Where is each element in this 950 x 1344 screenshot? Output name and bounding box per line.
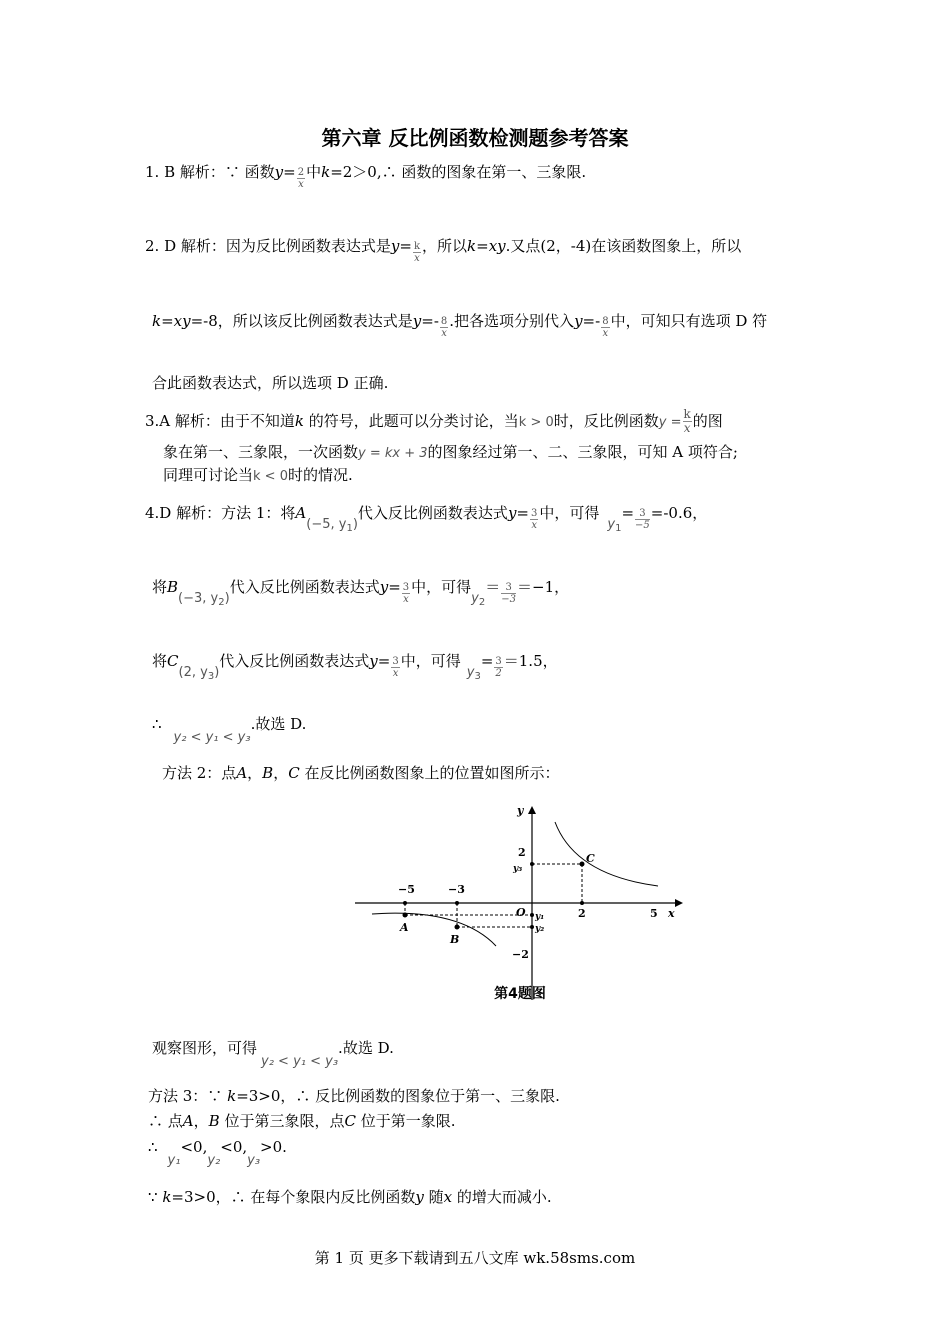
q4-m3-y1: y₁ — [167, 1153, 181, 1168]
q2-text-g: 中，可知只有选项 D 符 — [610, 312, 768, 330]
q4-text-b: 代入反比例函数表达式 — [357, 504, 508, 522]
q2-eq2: =- — [421, 312, 439, 330]
curve-first-quadrant — [555, 822, 658, 886]
q4-num-c: 3 — [392, 656, 399, 667]
q4-y3: y — [466, 665, 475, 680]
tick-dot-neg3 — [455, 901, 459, 905]
tick-dot-neg5 — [403, 901, 407, 905]
q4-eq-b: = — [388, 578, 401, 596]
answer-4-conclusion-1 — [152, 714, 306, 748]
q4-text-i: 中，可得 — [400, 652, 461, 670]
q4-fraction-b — [402, 582, 410, 605]
q4-fraction-a-val — [635, 508, 650, 531]
q4-y3-label — [467, 665, 481, 680]
q4-m3-y3: y₃ — [247, 1153, 261, 1168]
q4-inequality-2: y₂ < y₁ < y₃ — [261, 1054, 339, 1069]
q4-text-e: 代入反比例函数表达式 — [229, 578, 380, 596]
q4-point-b-label: B — [167, 578, 179, 596]
q4-y2-label — [471, 591, 485, 606]
answer-4-line-3 — [152, 651, 558, 687]
q1-text: 1. B 解析：∵ 函数 — [145, 163, 275, 181]
q4-inequality: y₂ < y₁ < y₃ — [173, 730, 251, 745]
q1-var-k: k — [321, 163, 331, 181]
q2-den2: x — [441, 328, 447, 339]
q4-fnum3: 3 — [495, 656, 502, 667]
figure-caption: 第4题图 — [494, 986, 546, 1002]
q4-m2-sep1: ， — [247, 764, 263, 782]
origin-label: O — [516, 906, 526, 919]
q3-func-den: x — [683, 421, 691, 435]
answer-1 — [145, 162, 586, 190]
q4-fnum2: 3 — [501, 582, 516, 594]
q4-var-y: y — [507, 504, 517, 522]
q4-point-a-sub: 1 — [346, 523, 353, 534]
q3-cond-positive: k > 0 — [518, 415, 554, 430]
answer-4-method-3-line-4 — [148, 1187, 552, 1207]
q2-text: 2. D 解析：因为反比例函数表达式是 — [145, 237, 391, 255]
q4-m3-k2: k — [162, 1188, 172, 1206]
q4-point-c-coords: (2, y — [178, 665, 208, 680]
q1-den: x — [298, 179, 304, 190]
q2-eq: = — [399, 237, 412, 255]
q4-fraction-c-val — [494, 656, 502, 679]
q4-den-b: x — [403, 594, 409, 605]
q4-m3-y: y — [415, 1188, 424, 1206]
q4-m3-because: ∵ — [148, 1188, 163, 1206]
point-c — [580, 862, 585, 867]
q4-m3-a: A — [182, 1112, 194, 1130]
q4-fden1: −5 — [635, 520, 650, 531]
q3-var-k: k — [294, 412, 305, 430]
q4-den-a: x — [531, 520, 537, 531]
q4-m2-a: A — [236, 764, 248, 782]
q2-num: k — [413, 241, 421, 252]
q4-num-b: 3 — [402, 582, 410, 593]
y-tick-y1: y₁ — [535, 912, 545, 922]
q4-point-b-sub: 2 — [218, 597, 225, 608]
q4-fraction-c — [391, 656, 399, 679]
q4-text-h: 代入反比例函数表达式 — [219, 652, 370, 670]
q4-fraction-b-val — [501, 582, 516, 605]
q2-num3: 8 — [602, 316, 609, 327]
q3-text-f: 的图象经过第一、二、三象限，可知 A 项符合; — [427, 443, 738, 461]
answer-3-line-3 — [163, 465, 353, 487]
x-tick-neg3: −3 — [448, 883, 465, 896]
q4-result-1: =-0.6， — [650, 504, 708, 522]
answer-4-observation — [152, 1038, 394, 1072]
q4-eq-c: = — [377, 652, 391, 670]
axis-x-label: x — [668, 907, 675, 920]
q4-m3-text-f: 位于第一象限. — [355, 1112, 456, 1130]
q3-func-num: k — [683, 407, 691, 421]
y-axis-arrow — [528, 806, 536, 814]
q4-m3-text-e: 位于第三象限，点 — [219, 1112, 345, 1130]
q4-m3-text-a: 方法 3：∵ — [148, 1087, 228, 1105]
q4-m3-therefore: ∴ — [148, 1138, 158, 1156]
q4-text-c: 中，可得 — [539, 504, 600, 522]
answer-4-line-2 — [152, 577, 569, 613]
q4-point-a-coords: (−5, y — [306, 517, 347, 532]
q3-text-b: 的符号，此题可以分类讨论，当 — [304, 412, 519, 430]
answer-2-line-1 — [145, 236, 741, 264]
q2-fraction-2 — [440, 316, 448, 339]
q2-den: x — [414, 253, 420, 264]
answer-3-line-2 — [163, 442, 738, 464]
q4-point-b: (−3, $y_2$) — [178, 591, 230, 608]
q2-num2: 8 — [440, 316, 448, 327]
q4-m3-lt0-b: <0, — [220, 1138, 248, 1156]
q4-fden3: 2 — [495, 668, 502, 679]
q1-text-b: 中 — [306, 163, 322, 181]
q4-var-y-b: y — [379, 578, 389, 596]
hyperbola-figure — [350, 800, 690, 1010]
label-c: C — [586, 852, 595, 865]
axis-y-label: y — [517, 804, 524, 817]
curve-third-quadrant — [372, 913, 496, 946]
q2-fraction — [413, 241, 421, 264]
q4-y2-sub: 2 — [478, 597, 486, 608]
x-axis-arrow — [675, 899, 683, 907]
page-title: 第六章 反比例函数检测题参考答案 — [321, 126, 629, 150]
q3-cond-negative: k < 0 — [253, 469, 288, 484]
x-tick-2: 2 — [578, 907, 586, 920]
q2-var-y2: y — [412, 312, 422, 330]
q3-func-fraction — [683, 408, 692, 435]
q1-fraction — [297, 167, 305, 190]
y-tick-y2: y₂ — [535, 924, 545, 934]
y-tick-neg2: −2 — [512, 948, 529, 961]
q4-eq: = — [516, 504, 529, 522]
q4-m3-x: x — [443, 1188, 453, 1206]
q3-linear: y = kx + 3 — [358, 446, 428, 461]
q2-text-b: ，所以 — [422, 237, 468, 255]
q4-m2-c: C — [288, 764, 300, 782]
label-a: A — [400, 921, 409, 934]
tick-dot-y3 — [530, 862, 534, 866]
q3-text-c: 时，反比例函数 — [553, 412, 659, 430]
q4-den-c: x — [392, 668, 399, 679]
y-tick-2: 2 — [518, 846, 526, 859]
tick-dot-y2 — [530, 925, 534, 929]
q4-fden2: −3 — [501, 594, 517, 605]
answer-2-line-3 — [152, 373, 388, 393]
q4-fraction-a — [530, 508, 538, 531]
point-b — [455, 925, 460, 930]
q4-eq2: ＝ — [485, 578, 501, 596]
q4-m3-gt0: >0. — [260, 1138, 287, 1156]
q4-y2: y — [471, 591, 479, 606]
q3-text-e: 象在第一、三象限，一次函数 — [163, 443, 359, 461]
x-tick-5: 5 — [650, 907, 658, 920]
q4-y1-sub: 1 — [615, 523, 622, 534]
q2-text-e: =-8，所以该反比例函数表达式是 — [190, 312, 413, 330]
q1-var-y: y — [274, 163, 284, 181]
q4-m3-sep: ， — [193, 1112, 209, 1130]
answer-4-method-3-line-1 — [148, 1086, 560, 1106]
q4-m2-text: 方法 2：点 — [162, 764, 237, 782]
q2-fraction-3 — [601, 316, 609, 339]
page-footer: 第 1 页 更多下载请到五八文库 wk.58sms.com — [314, 1249, 636, 1267]
q3-func-y: y = — [658, 415, 682, 430]
q4-m2-sep2: ， — [273, 764, 289, 782]
q4-point-c-sub: 3 — [207, 671, 215, 682]
q4-point-c: (2, $y_3$) — [178, 665, 220, 682]
q4-y3-sub: 3 — [474, 671, 481, 682]
tick-dot-y1 — [530, 913, 534, 917]
q4-point-a: (−5, $y_1$) — [306, 517, 358, 534]
q2-kxy-2: k=xy — [152, 312, 191, 330]
point-a — [403, 913, 408, 918]
label-b: B — [450, 933, 460, 946]
q4-m3-y2: y₂ — [207, 1153, 221, 1168]
q4-text-j: .故选 D. — [250, 715, 307, 733]
q2-text-c: .又点(2，-4)在该函数图象上，所以 — [505, 237, 742, 255]
q2-text-h: 合此函数表达式，所以选项 D 正确. — [152, 374, 389, 392]
answer-4-method-2 — [162, 763, 559, 783]
q4-text-f: 中，可得 — [411, 578, 472, 596]
q4-y1-label — [607, 517, 621, 532]
q3-text-d: 的图 — [692, 412, 723, 430]
q4-fnum1: 3 — [635, 508, 650, 520]
tick-dot-2 — [580, 901, 584, 905]
therefore-symbol: ∴ — [152, 715, 162, 733]
q4-num-a: 3 — [531, 508, 538, 519]
q4-eq3: = — [480, 652, 494, 670]
q4-eq1: = — [621, 504, 635, 522]
answer-3-line-1 — [145, 408, 723, 435]
q2-var-y: y — [390, 237, 400, 255]
q2-var-y3: y — [574, 312, 583, 330]
q4-m3-k: k — [227, 1087, 237, 1105]
q4-m3-text-l: =3>0，∴ 在每个象限内反比例函数 — [171, 1188, 416, 1206]
answer-2-line-2 — [152, 311, 767, 339]
q2-eq3: =- — [582, 312, 601, 330]
answer-4-method-3-line-3 — [148, 1137, 287, 1171]
q4-var-y-c: y — [369, 652, 378, 670]
q4-point-b-coords: (−3, y — [178, 591, 219, 606]
q1-num: 2 — [297, 167, 305, 178]
q4-obs-text: 观察图形，可得 — [152, 1039, 258, 1057]
q3-text: 3.A 解析：由于不知道 — [145, 412, 295, 430]
q4-m3-b: B — [208, 1112, 220, 1130]
q4-obs-text-2: .故选 D. — [338, 1039, 394, 1057]
q4-text: 4.D 解析：方法 1：将 — [145, 504, 296, 522]
q4-m3-text-c: ∴ 点 — [148, 1112, 183, 1130]
q2-text-f: .把各选项分别代入 — [449, 312, 575, 330]
x-tick-neg5: −5 — [398, 883, 415, 896]
q4-result-2: ＝−1， — [517, 578, 570, 596]
answer-4-method-3-line-2 — [148, 1111, 455, 1131]
q4-point-a-label: A — [295, 504, 307, 522]
y-tick-y3: y₃ — [513, 864, 523, 874]
q4-m3-c: C — [344, 1112, 356, 1130]
q4-text-g: 将 — [152, 652, 168, 670]
q4-m3-text-m: 随 — [423, 1188, 444, 1206]
answer-4-line-1 — [145, 503, 707, 539]
q3-text-g: 同理可讨论当 — [163, 466, 254, 484]
q4-m3-text-b: =3>0，∴ 反比例函数的图象位于第一、三象限. — [236, 1087, 560, 1105]
q2-kxy: k=xy — [467, 237, 506, 255]
q4-text-d: 将 — [152, 578, 168, 596]
q4-m2-text-b: 在反比例函数图象上的位置如图所示： — [299, 764, 560, 782]
q4-m3-text-n: 的增大而减小. — [452, 1188, 552, 1206]
q4-result-3: ＝1.5， — [503, 652, 558, 670]
q1-eq: = — [283, 163, 296, 181]
q2-den3: x — [602, 328, 609, 339]
q4-m2-b: B — [262, 764, 274, 782]
q3-text-h: 时的情况. — [287, 466, 353, 484]
q4-point-c-label: C — [167, 652, 179, 670]
q4-y1: y — [607, 517, 616, 532]
q1-text-c: =2＞0,∴ 函数的图象在第一、三象限. — [330, 163, 587, 181]
q4-m3-lt0-a: <0, — [180, 1138, 208, 1156]
